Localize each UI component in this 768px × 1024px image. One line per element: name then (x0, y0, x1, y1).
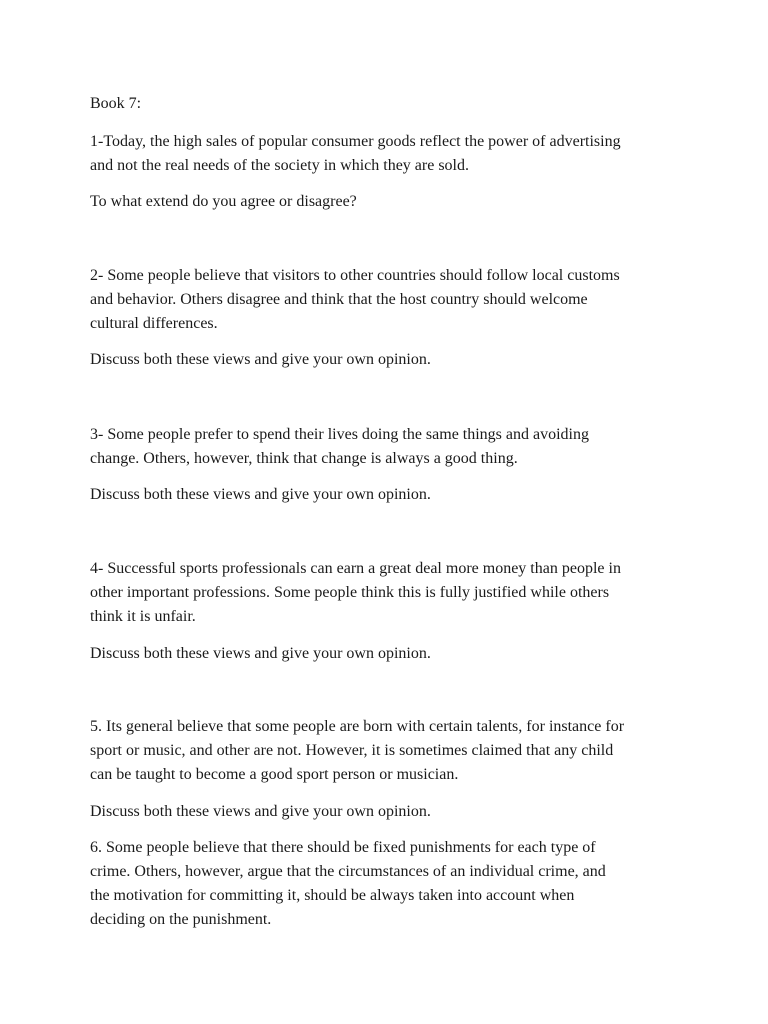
question-4-instruction (90, 642, 690, 666)
prompt-line: 6. Some people believe that there should be fixed punishments for each type of (90, 839, 596, 856)
title-line: Book 7: (90, 95, 142, 112)
prompt-line: 1-Today, the high sales of popular consumer goods reflect the power of advertising (90, 133, 621, 150)
instruction-line: Discuss both these views and give your own opinion. (90, 351, 431, 368)
question-1-instruction (90, 190, 690, 214)
instruction-line: Discuss both these views and give your own opinion. (90, 803, 431, 820)
document-title (90, 92, 690, 116)
prompt-line: 5. Its general believe that some people are born with certain talents, for instance for (90, 718, 625, 735)
prompt-line: the motivation for committing it, should be always taken into account when (90, 887, 575, 904)
prompt-line: change. Others, however, think that change is always a good thing. (90, 450, 518, 467)
question-2-prompt (90, 264, 690, 336)
prompt-line: think it is unfair. (90, 608, 196, 625)
question-5-prompt (90, 715, 690, 787)
question-2-instruction (90, 348, 690, 372)
prompt-line: cultural differences. (90, 315, 218, 332)
prompt-line: and behavior. Others disagree and think that the host country should welcome (90, 291, 588, 308)
instruction-line: To what extend do you agree or disagree? (90, 193, 357, 210)
question-1-prompt (90, 130, 690, 178)
prompt-line: sport or music, and other are not. However, it is sometimes claimed that any child (90, 742, 614, 759)
question-5-instruction (90, 800, 690, 824)
prompt-line: crime. Others, however, argue that the circumstances of an individual crime, and (90, 863, 606, 880)
prompt-line: and not the real needs of the society in which they are sold. (90, 157, 469, 174)
instruction-line: Discuss both these views and give your own opinion. (90, 486, 431, 503)
prompt-line: 4- Successful sports professionals can earn a great deal more money than people in (90, 560, 621, 577)
question-4-prompt (90, 557, 690, 629)
question-3-instruction (90, 483, 690, 507)
question-3-prompt (90, 423, 690, 471)
prompt-line: other important professions. Some people think this is fully justified while others (90, 584, 610, 601)
question-6-prompt (90, 836, 690, 932)
prompt-line: 2- Some people believe that visitors to other countries should follow local customs (90, 267, 620, 284)
prompt-line: can be taught to become a good sport person or musician. (90, 766, 459, 783)
instruction-line: Discuss both these views and give your own opinion. (90, 645, 431, 662)
prompt-line: 3- Some people prefer to spend their lives doing the same things and avoiding (90, 426, 589, 443)
prompt-line: deciding on the punishment. (90, 911, 272, 928)
